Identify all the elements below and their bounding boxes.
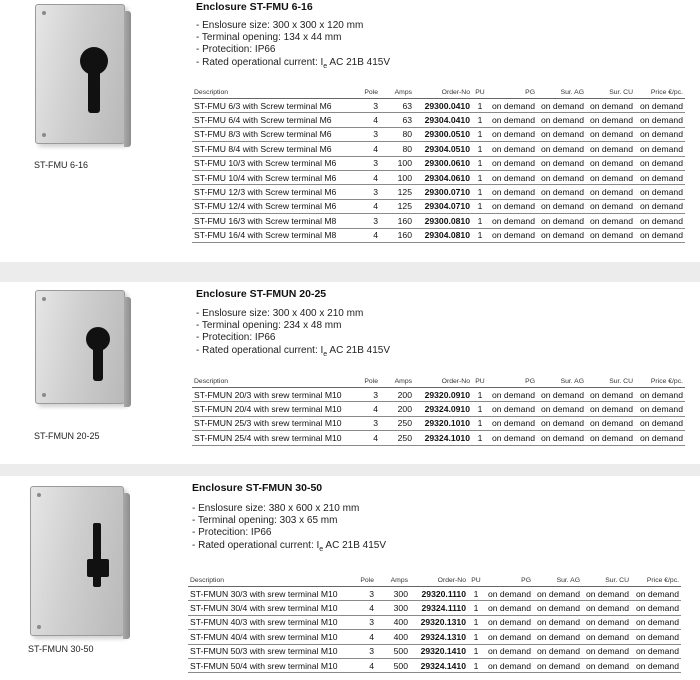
column-header-description: Description <box>192 82 352 99</box>
cell-price: on demand <box>635 228 685 242</box>
column-header-amps: Amps <box>376 570 410 587</box>
cell-pu: 1 <box>472 431 488 445</box>
table-row <box>192 99 685 113</box>
handle-lever-icon <box>93 347 103 381</box>
cell-order-no: 29320.1010 <box>414 416 472 430</box>
cell-description: ST-FMUN 20/4 with srew terminal M10 <box>192 402 352 416</box>
cell-order-no: 29304.0510 <box>414 142 472 156</box>
cell-pg: on demand <box>488 416 537 430</box>
cell-amps: 200 <box>380 402 414 416</box>
column-header-description: Description <box>192 371 352 388</box>
cell-sur-cu: on demand <box>582 587 631 601</box>
cell-sur-ag: on demand <box>533 615 582 629</box>
cell-description: ST-FMU 8/4 with Screw terminal M6 <box>192 142 352 156</box>
cell-pu: 1 <box>472 416 488 430</box>
table-row <box>188 658 681 672</box>
cell-pu: 1 <box>472 170 488 184</box>
handle-lever-icon <box>93 523 101 587</box>
cell-pg: on demand <box>488 228 537 242</box>
cell-sur-cu: on demand <box>586 142 635 156</box>
cell-description: ST-FMUN 20/3 with srew terminal M10 <box>192 388 352 402</box>
cell-amps: 160 <box>380 214 414 228</box>
table-row <box>192 142 685 156</box>
enclosure-photo <box>35 290 125 404</box>
cell-description: ST-FMU 12/3 with Screw terminal M6 <box>192 185 352 199</box>
cell-price: on demand <box>635 113 685 127</box>
column-header-sur-ag: Sur. AG <box>533 570 582 587</box>
spec-size: - Enslosure size: 380 x 600 x 210 mm <box>192 503 360 514</box>
cell-sur-cu: on demand <box>586 388 635 402</box>
product-caption: ST-FMUN 30-50 <box>28 644 94 654</box>
cell-pg: on demand <box>488 113 537 127</box>
cell-description: ST-FMU 6/4 with Screw terminal M6 <box>192 113 352 127</box>
cell-sur-ag: on demand <box>537 388 586 402</box>
cell-sur-cu: on demand <box>582 601 631 615</box>
cell-description: ST-FMUN 50/3 with srew terminal M10 <box>188 644 348 658</box>
cell-price: on demand <box>635 416 685 430</box>
cell-sur-ag: on demand <box>537 228 586 242</box>
spec-list <box>196 308 390 361</box>
cell-pole: 3 <box>352 388 380 402</box>
cell-description: ST-FMUN 30/3 with srew terminal M10 <box>188 587 348 601</box>
cell-pu: 1 <box>472 127 488 141</box>
cell-pole: 3 <box>352 185 380 199</box>
cell-description: ST-FMU 12/4 with Screw terminal M6 <box>192 199 352 213</box>
cell-pg: on demand <box>488 388 537 402</box>
cell-order-no: 29300.0810 <box>414 214 472 228</box>
column-header-pg: PG <box>484 570 533 587</box>
cell-pg: on demand <box>488 156 537 170</box>
cell-sur-ag: on demand <box>537 214 586 228</box>
cell-pole: 4 <box>352 199 380 213</box>
cell-order-no: 29300.0410 <box>414 99 472 113</box>
cell-pu: 1 <box>472 402 488 416</box>
cell-order-no: 29324.1410 <box>410 658 468 672</box>
column-header-order-no: Order-No <box>414 371 472 388</box>
spec-current: - Rated operational current: $I_e$ AC 21B 415V <box>196 56 391 70</box>
cell-sur-cu: on demand <box>582 644 631 658</box>
cell-pg: on demand <box>488 402 537 416</box>
column-header-sur-ag: Sur. AG <box>537 371 586 388</box>
cell-pg: on demand <box>488 99 537 113</box>
cell-pu: 1 <box>472 199 488 213</box>
table-header-row <box>192 371 685 388</box>
cell-sur-cu: on demand <box>582 630 631 644</box>
column-header-amps: Amps <box>380 371 414 388</box>
cell-pole: 3 <box>352 416 380 430</box>
section-title: Enclosure ST-FMU 6-16 <box>196 1 313 13</box>
cell-pg: on demand <box>484 615 533 629</box>
cell-price: on demand <box>631 587 681 601</box>
cell-description: ST-FMUN 25/3 with srew terminal M10 <box>192 416 352 430</box>
spec-current: - Rated operational current: $I_e$ AC 21B 415V <box>196 344 391 358</box>
cell-pole: 3 <box>352 99 380 113</box>
cell-pu: 1 <box>472 228 488 242</box>
cell-pg: on demand <box>488 185 537 199</box>
spec-terminal: - Terminal opening: 134 x 44 mm <box>196 32 342 44</box>
cell-order-no: 29304.0410 <box>414 113 472 127</box>
cell-pole: 4 <box>352 142 380 156</box>
spec-current: - Rated operational current: $I_e$ AC 21B 415V <box>192 539 387 553</box>
cell-sur-cu: on demand <box>582 658 631 672</box>
cell-order-no: 29320.1110 <box>410 587 468 601</box>
cell-pole: 3 <box>348 615 376 629</box>
cell-order-no: 29320.1410 <box>410 644 468 658</box>
cell-sur-cu: on demand <box>586 199 635 213</box>
cell-sur-cu: on demand <box>586 214 635 228</box>
section-divider <box>0 262 700 282</box>
spec-size: - Enslosure size: 300 x 400 x 210 mm <box>196 308 364 319</box>
cell-description: ST-FMU 16/3 with Screw terminal M8 <box>192 214 352 228</box>
spec-terminal: - Terminal opening: 303 x 65 mm <box>192 515 338 527</box>
table-row <box>188 601 681 615</box>
cell-pg: on demand <box>488 431 537 445</box>
cell-sur-ag: on demand <box>537 99 586 113</box>
cell-sur-ag: on demand <box>537 113 586 127</box>
cell-pu: 1 <box>472 185 488 199</box>
cell-sur-ag: on demand <box>537 199 586 213</box>
cell-sur-ag: on demand <box>537 416 586 430</box>
column-header-pole: Pole <box>352 82 380 99</box>
table-row <box>188 587 681 601</box>
table-row <box>188 615 681 629</box>
table-row <box>192 113 685 127</box>
cell-pg: on demand <box>488 127 537 141</box>
cell-sur-cu: on demand <box>586 431 635 445</box>
cell-amps: 125 <box>380 199 414 213</box>
spec-size: - Enslosure size: 300 x 300 x 120 mm <box>196 20 364 31</box>
cell-pole: 4 <box>352 228 380 242</box>
cell-amps: 80 <box>380 127 414 141</box>
cell-sur-cu: on demand <box>586 113 635 127</box>
column-header-price: Price €/pc. <box>631 570 681 587</box>
cell-description: ST-FMUN 50/4 with srew terminal M10 <box>188 658 348 672</box>
cell-order-no: 29320.0910 <box>414 388 472 402</box>
column-header-price: Price €/pc. <box>635 371 685 388</box>
cell-price: on demand <box>635 185 685 199</box>
cell-price: on demand <box>631 658 681 672</box>
cell-sur-ag: on demand <box>537 142 586 156</box>
cell-amps: 250 <box>380 416 414 430</box>
cell-price: on demand <box>635 199 685 213</box>
cell-amps: 100 <box>380 156 414 170</box>
cell-amps: 80 <box>380 142 414 156</box>
cell-price: on demand <box>631 615 681 629</box>
cell-description: ST-FMUN 25/4 with srew terminal M10 <box>192 431 352 445</box>
cell-amps: 400 <box>376 615 410 629</box>
cell-order-no: 29304.0810 <box>414 228 472 242</box>
cell-pole: 3 <box>352 214 380 228</box>
cell-sur-ag: on demand <box>537 170 586 184</box>
cell-order-no: 29300.0710 <box>414 185 472 199</box>
cell-sur-ag: on demand <box>533 601 582 615</box>
cell-sur-cu: on demand <box>586 416 635 430</box>
section-title: Enclosure ST-FMUN 20-25 <box>196 288 327 300</box>
cell-description: ST-FMU 16/4 with Screw terminal M8 <box>192 228 352 242</box>
cell-pu: 1 <box>468 615 484 629</box>
cell-order-no: 29304.0710 <box>414 199 472 213</box>
cell-sur-ag: on demand <box>537 156 586 170</box>
section-divider <box>0 464 700 476</box>
cell-price: on demand <box>635 388 685 402</box>
cell-pu: 1 <box>472 214 488 228</box>
column-header-amps: Amps <box>380 82 414 99</box>
cell-sur-cu: on demand <box>586 185 635 199</box>
cell-pole: 4 <box>348 658 376 672</box>
cell-price: on demand <box>631 601 681 615</box>
cell-pole: 4 <box>352 170 380 184</box>
cell-price: on demand <box>631 644 681 658</box>
cell-order-no: 29324.1010 <box>414 431 472 445</box>
cell-price: on demand <box>631 630 681 644</box>
spec-terminal: - Terminal opening: 234 x 48 mm <box>196 320 342 332</box>
column-header-sur-ag: Sur. AG <box>537 82 586 99</box>
column-header-pg: PG <box>488 82 537 99</box>
spec-protection: - Protecition: IP66 <box>192 527 272 539</box>
cell-pg: on demand <box>484 658 533 672</box>
cell-pg: on demand <box>488 214 537 228</box>
enclosure-photo <box>35 4 125 144</box>
cell-pole: 4 <box>352 431 380 445</box>
cell-pole: 3 <box>348 587 376 601</box>
cell-sur-ag: on demand <box>533 587 582 601</box>
cell-amps: 300 <box>376 601 410 615</box>
column-header-pu: PU <box>472 82 488 99</box>
table-row <box>192 156 685 170</box>
cell-price: on demand <box>635 214 685 228</box>
cell-price: on demand <box>635 142 685 156</box>
cell-sur-cu: on demand <box>586 170 635 184</box>
cell-sur-cu: on demand <box>586 99 635 113</box>
cell-order-no: 29324.1110 <box>410 601 468 615</box>
spec-list <box>196 20 390 73</box>
product-table <box>188 570 681 673</box>
cell-amps: 125 <box>380 185 414 199</box>
cell-pg: on demand <box>484 601 533 615</box>
cell-pu: 1 <box>468 601 484 615</box>
cell-amps: 250 <box>380 431 414 445</box>
table-row <box>192 214 685 228</box>
product-caption: ST-FMU 6-16 <box>34 160 89 170</box>
spec-protection: - Protecition: IP66 <box>196 332 276 344</box>
table-row <box>192 388 685 402</box>
cell-amps: 63 <box>380 113 414 127</box>
cell-pg: on demand <box>484 587 533 601</box>
cell-description: ST-FMU 6/3 with Screw terminal M6 <box>192 99 352 113</box>
cell-amps: 500 <box>376 658 410 672</box>
table-header-row <box>192 82 685 99</box>
cell-pu: 1 <box>468 587 484 601</box>
cell-sur-ag: on demand <box>537 185 586 199</box>
handle-lever-icon <box>88 69 100 113</box>
cell-amps: 400 <box>376 630 410 644</box>
cell-pole: 4 <box>352 113 380 127</box>
cell-pole: 3 <box>352 127 380 141</box>
column-header-pole: Pole <box>352 371 380 388</box>
cell-description: ST-FMU 10/3 with Screw terminal M6 <box>192 156 352 170</box>
product-section-st-fmun-20-25 <box>0 282 700 464</box>
table-row <box>192 431 685 445</box>
cell-sur-ag: on demand <box>533 658 582 672</box>
cell-pu: 1 <box>468 630 484 644</box>
product-caption: ST-FMUN 20-25 <box>34 431 100 441</box>
cell-pole: 3 <box>348 644 376 658</box>
cell-order-no: 29304.0610 <box>414 170 472 184</box>
cell-amps: 100 <box>380 170 414 184</box>
cell-price: on demand <box>635 431 685 445</box>
spec-list <box>192 503 386 556</box>
cell-pu: 1 <box>472 388 488 402</box>
cell-description: ST-FMUN 40/3 with srew terminal M10 <box>188 615 348 629</box>
cell-pu: 1 <box>468 644 484 658</box>
cell-amps: 200 <box>380 388 414 402</box>
cell-price: on demand <box>635 170 685 184</box>
cell-order-no: 29324.0910 <box>414 402 472 416</box>
cell-description: ST-FMU 8/3 with Screw terminal M6 <box>192 127 352 141</box>
cell-price: on demand <box>635 99 685 113</box>
table-row <box>192 170 685 184</box>
cell-pg: on demand <box>488 142 537 156</box>
cell-order-no: 29320.1310 <box>410 615 468 629</box>
cell-amps: 500 <box>376 644 410 658</box>
cell-description: ST-FMUN 30/4 with srew terminal M10 <box>188 601 348 615</box>
cell-pu: 1 <box>468 658 484 672</box>
cell-sur-ag: on demand <box>537 431 586 445</box>
cell-pole: 4 <box>348 630 376 644</box>
cell-sur-ag: on demand <box>533 644 582 658</box>
cell-pu: 1 <box>472 99 488 113</box>
cell-pu: 1 <box>472 156 488 170</box>
column-header-sur-cu: Sur. CU <box>586 371 635 388</box>
table-row <box>192 416 685 430</box>
section-title: Enclosure ST-FMUN 30-50 <box>192 482 323 494</box>
cell-price: on demand <box>635 127 685 141</box>
cell-price: on demand <box>635 156 685 170</box>
cell-pole: 4 <box>348 601 376 615</box>
cell-description: ST-FMUN 40/4 with srew terminal M10 <box>188 630 348 644</box>
cell-amps: 300 <box>376 587 410 601</box>
enclosure-photo <box>30 486 124 636</box>
product-table <box>192 82 685 243</box>
cell-pg: on demand <box>484 630 533 644</box>
table-row <box>192 228 685 242</box>
table-row <box>192 127 685 141</box>
table-row <box>192 402 685 416</box>
cell-amps: 160 <box>380 228 414 242</box>
column-header-pu: PU <box>468 570 484 587</box>
cell-sur-cu: on demand <box>586 156 635 170</box>
column-header-order-no: Order-No <box>410 570 468 587</box>
table-row <box>192 185 685 199</box>
cell-order-no: 29300.0510 <box>414 127 472 141</box>
column-header-sur-cu: Sur. CU <box>586 82 635 99</box>
column-header-pole: Pole <box>348 570 376 587</box>
column-header-pg: PG <box>488 371 537 388</box>
cell-sur-cu: on demand <box>582 615 631 629</box>
cell-pu: 1 <box>472 142 488 156</box>
cell-sur-cu: on demand <box>586 402 635 416</box>
column-header-pu: PU <box>472 371 488 388</box>
cell-pu: 1 <box>472 113 488 127</box>
column-header-price: Price €/pc. <box>635 82 685 99</box>
cell-amps: 63 <box>380 99 414 113</box>
product-section-st-fmun-30-50 <box>0 476 700 680</box>
column-header-description: Description <box>188 570 348 587</box>
table-row <box>188 630 681 644</box>
cell-pg: on demand <box>488 199 537 213</box>
column-header-order-no: Order-No <box>414 82 472 99</box>
cell-order-no: 29324.1310 <box>410 630 468 644</box>
cell-pole: 3 <box>352 156 380 170</box>
product-section-st-fmu-6-16 <box>0 0 700 262</box>
cell-price: on demand <box>635 402 685 416</box>
cell-sur-ag: on demand <box>537 127 586 141</box>
cell-order-no: 29300.0610 <box>414 156 472 170</box>
cell-pg: on demand <box>488 170 537 184</box>
table-row <box>192 199 685 213</box>
handle-grip-icon <box>87 559 109 577</box>
table-header-row <box>188 570 681 587</box>
column-header-sur-cu: Sur. CU <box>582 570 631 587</box>
product-table <box>192 371 685 446</box>
spec-protection: - Protecition: IP66 <box>196 44 276 56</box>
cell-description: ST-FMU 10/4 with Screw terminal M6 <box>192 170 352 184</box>
cell-sur-cu: on demand <box>586 127 635 141</box>
table-row <box>188 644 681 658</box>
cell-sur-cu: on demand <box>586 228 635 242</box>
cell-pg: on demand <box>484 644 533 658</box>
cell-sur-ag: on demand <box>533 630 582 644</box>
cell-pole: 4 <box>352 402 380 416</box>
cell-sur-ag: on demand <box>537 402 586 416</box>
